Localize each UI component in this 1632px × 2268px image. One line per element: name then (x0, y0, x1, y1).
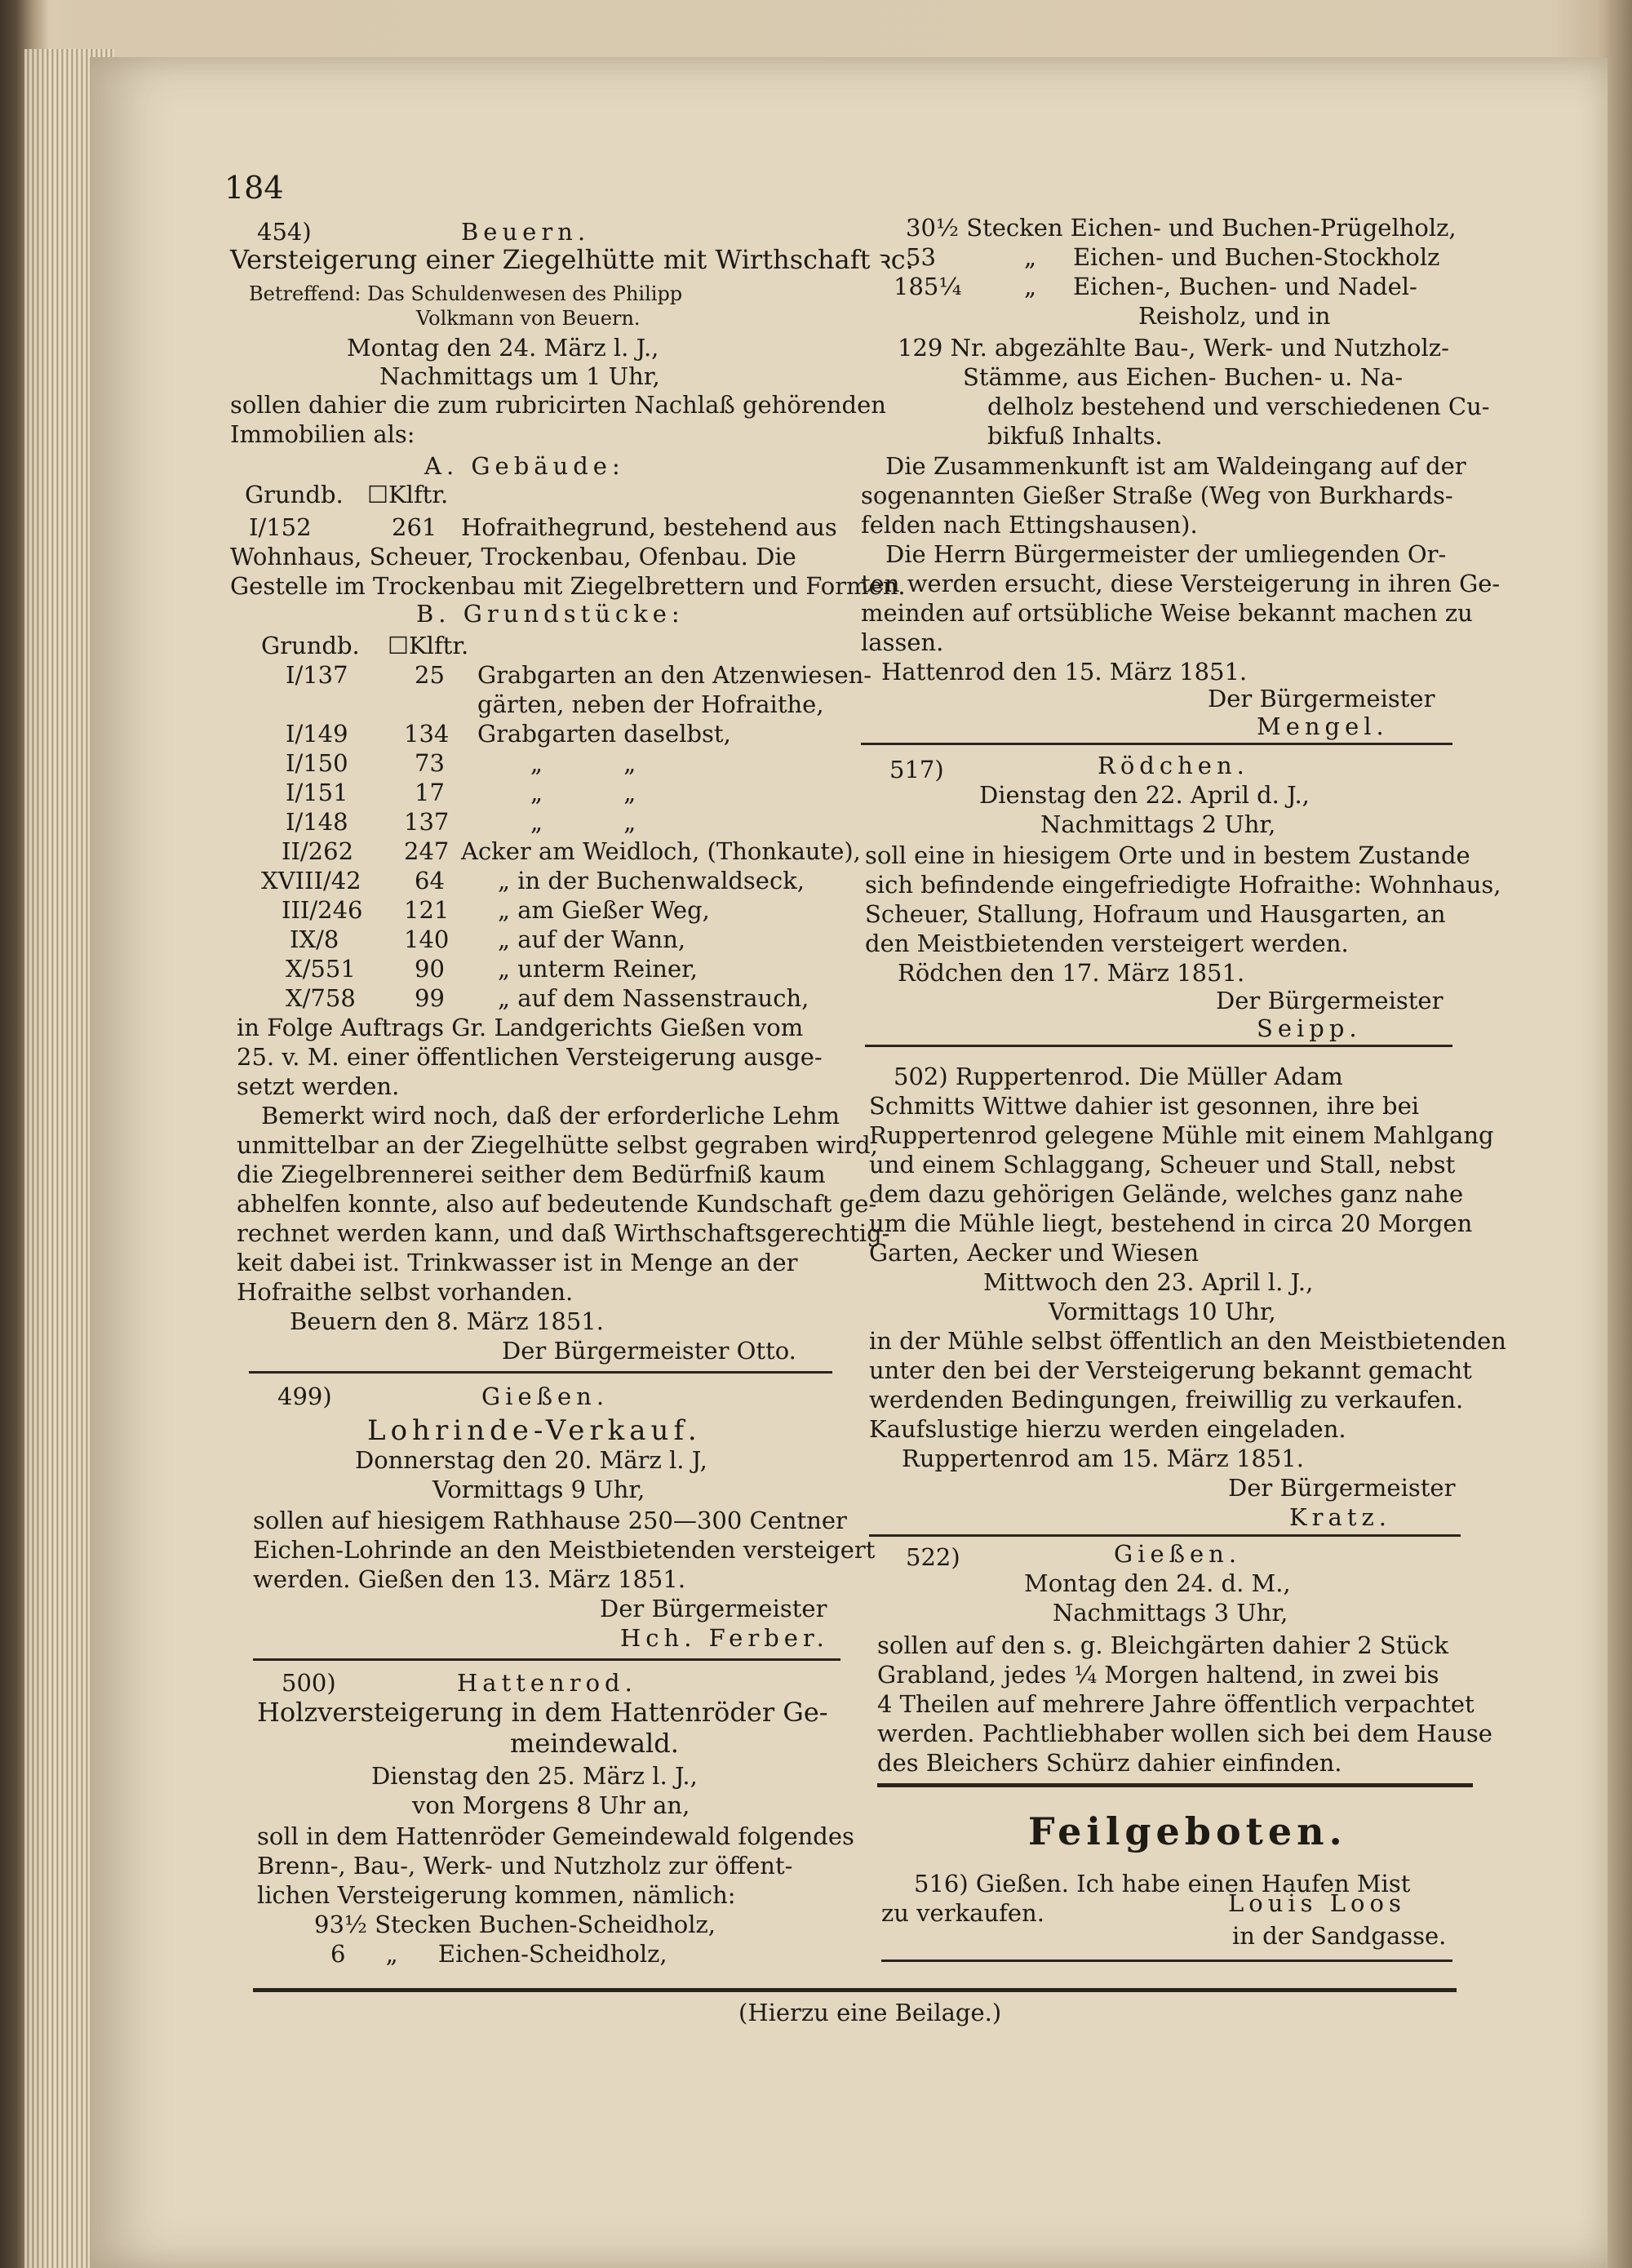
body-line: setzt werden. (237, 1072, 400, 1100)
signature-name: Hch. Ferber. (620, 1624, 829, 1652)
column-header: Grundb. (261, 632, 360, 659)
signature-title: Der Bürgermeister (1208, 685, 1435, 712)
body-line: rechnet werden kann, und daß Wirthschaftsgerechtig- (237, 1219, 890, 1247)
ditto-mark: „ (1024, 273, 1037, 300)
ad-place: Beuern. (461, 218, 591, 246)
body-line: Brenn-, Bau-, Werk- und Nutzholz zur öffent- (257, 1852, 793, 1880)
page-number: 184 (224, 170, 284, 206)
signature-address: in der Sandgasse. (1232, 1922, 1447, 1950)
body-line: Gestelle im Trockenbau mit Ziegelbrettern und Formen. (230, 572, 906, 600)
dateline: Beuern den 8. März 1851. (290, 1307, 604, 1335)
ad-intro: Immobilien als: (230, 420, 415, 448)
wood-item: Stämme, aus Eichen- Buchen- u. Na- (963, 363, 1404, 391)
dateline: Rödchen den 17. März 1851. (898, 959, 1245, 987)
parcel-size: 134 (404, 720, 450, 748)
body-line: 4 Theilen auf mehrere Jahre öffentlich verpachtet (877, 1690, 1475, 1718)
body-line: Scheuer, Stallung, Hofraum und Hausgarten, an (865, 900, 1446, 928)
page-bottom-rule (253, 1988, 1457, 1992)
wood-item: 93½ Stecken Buchen-Scheidholz, (314, 1911, 716, 1938)
wood-item: Eichen-, Buchen- und Nadel- (1073, 273, 1417, 300)
body-line: werden. Gießen den 13. März 1851. (253, 1565, 686, 1593)
parcel-description: „ „ (530, 808, 636, 836)
parcel-size: 121 (404, 896, 450, 924)
ad-time: Nachmittags um 1 Uhr, (379, 362, 660, 390)
wood-item-quantity: 185¼ (894, 273, 962, 300)
body-line: sich befindende eingefriedigte Hofraithe: Wohnhaus, (865, 871, 1501, 899)
parcel-description: „ auf dem Nassenstrauch, (498, 984, 809, 1012)
signature-name: Mengel. (1257, 712, 1389, 740)
parcel-number: I/151 (286, 779, 348, 806)
parcel-size: 73 (415, 749, 445, 777)
parcel-number: I/148 (286, 808, 348, 836)
parcel-description: „ am Gießer Weg, (498, 896, 710, 924)
parcel-size: 90 (415, 955, 445, 983)
column-header: Grundb. (245, 481, 344, 508)
section-heading: B. Grundstücke: (416, 600, 685, 628)
body-line: dem dazu gehörigen Gelände, welches ganz nahe (869, 1180, 1464, 1208)
body-line: unter den bei der Versteigerung bekannt gemacht (869, 1356, 1472, 1384)
ad-number: 454) (257, 218, 312, 246)
signature: Der Bürgermeister Otto. (502, 1337, 796, 1365)
parcel-description: „ unterm Reiner, (498, 955, 698, 983)
wood-item: bikfuß Inhalts. (987, 422, 1163, 450)
wood-item: Eichen- und Buchen-Stockholz (1073, 243, 1440, 271)
body-line: lichen Versteigerung kommen, nämlich: (257, 1881, 736, 1909)
column-header: ☐Klftr. (367, 481, 449, 508)
ad-time: Vormittags 9 Uhr, (432, 1476, 645, 1503)
parcel-description: Hofraithegrund, bestehend aus (461, 513, 837, 541)
ad-title: Holzversteigerung in dem Hattenröder Ge- (257, 1697, 828, 1728)
parcel-size: 261 (392, 513, 437, 541)
body-line: Eichen-Lohrinde an den Meistbietenden versteigert (253, 1536, 876, 1564)
parcel-size: 99 (415, 984, 445, 1012)
parcel-number: I/149 (286, 720, 348, 748)
parcel-number: III/246 (282, 896, 363, 924)
ad-date: Montag den 24. März l. J., (347, 334, 659, 362)
parcel-size: 17 (415, 779, 445, 806)
parcel-description: „ „ (530, 749, 636, 777)
body-line: meinden auf ortsübliche Weise bekannt machen zu (861, 599, 1473, 627)
parcel-size: 247 (404, 837, 450, 865)
parcel-description: „ auf der Wann, (498, 925, 686, 953)
wood-item: 6 „ Eichen-Scheidholz, (330, 1940, 667, 1968)
body-line: um die Mühle liegt, bestehend in circa 20 Morgen (869, 1209, 1473, 1237)
separator-rule (249, 1371, 832, 1374)
body-line: felden nach Ettingshausen). (861, 511, 1198, 539)
parcel-description: gärten, neben der Hofraithe, (477, 690, 824, 718)
wood-item: Reisholz, und in (1138, 302, 1331, 330)
parcel-description: „ „ (530, 779, 636, 806)
signature-title: Der Bürgermeister (600, 1595, 827, 1622)
wood-item-quantity: 53 (906, 243, 936, 271)
parcel-number: X/758 (286, 984, 356, 1012)
ad-place: Hattenrod. (457, 1669, 637, 1697)
body-line: abhelfen konnte, also auf bedeutende Kundschaft ge- (237, 1190, 877, 1218)
body-line: werden. Pachtliebhaber wollen sich bei dem Hause (877, 1720, 1492, 1747)
body-line: den Meistbietenden versteigert werden. (865, 930, 1349, 957)
ad-number: 499) (277, 1383, 332, 1410)
parcel-number: II/262 (282, 837, 354, 865)
parcel-size: 140 (404, 925, 450, 953)
body-line: Wohnhaus, Scheuer, Trockenbau, Ofenbau. Die (230, 543, 796, 570)
parcel-description: Grabgarten an den Atzenwiesen- (477, 661, 872, 689)
body-line: und einem Schlaggang, Scheuer und Stall, nebst (869, 1151, 1456, 1178)
ad-number: 500) (282, 1669, 336, 1697)
signature-title: Der Bürgermeister (1216, 987, 1444, 1014)
ad-number: 522) (906, 1543, 960, 1571)
ad-title: Lohrinde-Verkauf. (367, 1414, 702, 1447)
parcel-number: X/551 (286, 955, 356, 983)
signature-name: Kratz. (1289, 1503, 1391, 1531)
section-heading: A. Gebäude: (424, 452, 625, 480)
parcel-size: 137 (404, 808, 450, 836)
separator-rule (865, 1045, 1452, 1047)
wood-item: 30½ Stecken Eichen- und Buchen-Prügelholz, (906, 214, 1457, 242)
body-line: 516) Gießen. Ich habe einen Haufen Mist (914, 1870, 1411, 1897)
ad-place: Gießen. (1114, 1540, 1242, 1568)
parcel-size: 25 (415, 661, 445, 689)
parcel-number: I/152 (249, 513, 312, 541)
ad-time: Vormittags 10 Uhr, (1049, 1298, 1276, 1325)
ad-number: 517) (889, 756, 944, 783)
body-line: ten werden ersucht, diese Versteigerung in ihren Ge- (861, 570, 1501, 597)
column-header: ☐Klftr. (388, 632, 469, 659)
body-line: Garten, Aecker und Wiesen (869, 1239, 1200, 1267)
body-line: soll eine in hiesigem Orte und in bestem Zustande (865, 841, 1470, 869)
ad-title: Versteigerung einer Ziegelhütte mit Wirthschaft ꝛc. (230, 244, 914, 275)
dateline: Hattenrod den 15. März 1851. (881, 658, 1248, 686)
ad-date: Dienstag den 25. März l. J., (371, 1762, 698, 1790)
body-line: Kaufslustige hierzu werden eingeladen. (869, 1415, 1346, 1443)
body-line: in der Mühle selbst öffentlich an den Meistbietenden (869, 1327, 1506, 1355)
separator-rule (881, 1960, 1452, 1962)
parcel-number: XVIII/42 (261, 867, 361, 894)
body-line: Grabland, jedes ¼ Morgen haltend, in zwei bis (877, 1661, 1439, 1689)
parcel-number: I/150 (286, 749, 348, 777)
ad-time: von Morgens 8 Uhr an, (412, 1791, 690, 1819)
body-line: unmittelbar an der Ziegelhütte selbst gegraben wird, (237, 1131, 878, 1159)
parcel-size: 64 (415, 867, 445, 894)
wood-item: delholz bestehend und verschiedenen Cu- (987, 393, 1490, 420)
ad-date: Montag den 24. d. M., (1024, 1569, 1291, 1597)
body-line: Schmitts Wittwe dahier ist gesonnen, ihre bei (869, 1092, 1420, 1120)
body-line: Die Zusammenkunft ist am Waldeingang auf der (885, 452, 1466, 480)
body-line: sogenannten Gießer Straße (Weg von Burkhards- (861, 482, 1453, 509)
separator-rule (861, 743, 1452, 745)
ad-title: meindewald. (510, 1728, 679, 1759)
body-line: Ruppertenrod gelegene Mühle mit einem Mahlgang (869, 1121, 1494, 1149)
separator-rule-heavy (877, 1783, 1473, 1787)
body-line: Die Herrn Bürgermeister der umliegenden Or- (885, 540, 1447, 568)
body-line: keit dabei ist. Trinkwasser ist in Menge an der (237, 1249, 798, 1276)
ad-time: Nachmittags 3 Uhr, (1053, 1599, 1288, 1627)
ad-date: Donnerstag den 20. März l. J, (355, 1446, 707, 1474)
ad-date: Mittwoch den 23. April l. J., (983, 1268, 1314, 1296)
body-line: des Bleichers Schürz dahier einfinden. (877, 1749, 1342, 1777)
ad-concerning: Betreffend: Das Schuldenwesen des Philipp (249, 282, 683, 305)
signature-name: Seipp. (1257, 1014, 1362, 1042)
body-line: sollen auf den s. g. Bleichgärten dahier 2 Stück (877, 1631, 1448, 1659)
parcel-description: Grabgarten daselbst, (477, 720, 731, 748)
ad-time: Nachmittags 2 Uhr, (1040, 810, 1276, 838)
body-line: Bemerkt wird noch, daß der erforderliche Lehm (261, 1102, 840, 1130)
parcel-number: I/137 (286, 661, 348, 689)
parcel-description: Acker am Weidloch, (Thonkaute), (461, 837, 861, 865)
body-line: soll in dem Hattenröder Gemeindewald folgendes (257, 1822, 854, 1850)
dateline: Ruppertenrod am 15. März 1851. (902, 1445, 1304, 1472)
ditto-mark: „ (1024, 243, 1037, 271)
ad-intro: sollen dahier die zum rubricirten Nachlaß gehörenden (230, 391, 886, 419)
body-line: Hofraithe selbst vorhanden. (237, 1278, 574, 1306)
ad-date: Dienstag den 22. April d. J., (979, 781, 1310, 809)
body-line: 25. v. M. einer öffentlichen Versteigerung ausge- (237, 1043, 823, 1071)
body-line: zu verkaufen. (881, 1899, 1044, 1927)
body-line: in Folge Auftrags Gr. Landgerichts Gießen vom (237, 1014, 804, 1041)
separator-rule (253, 1658, 840, 1661)
parcel-number: IX/8 (290, 925, 339, 953)
body-line: sollen auf hiesigem Rathhause 250—300 Centner (253, 1507, 847, 1534)
signature-name: Louis Loos (1228, 1889, 1406, 1917)
ad-place: Gießen. (481, 1383, 610, 1410)
footer-note: (Hierzu eine Beilage.) (738, 1999, 1002, 2026)
section-heading: Feilgeboten. (1028, 1809, 1347, 1853)
parcel-description: „ in der Buchenwaldseck, (498, 867, 805, 894)
ad-place: Rödchen. (1098, 752, 1249, 779)
separator-rule (869, 1534, 1461, 1537)
signature-title: Der Bürgermeister (1228, 1474, 1456, 1502)
body-line: 502) Ruppertenrod. Die Müller Adam (894, 1063, 1343, 1090)
ad-concerning-2: Volkmann von Beuern. (416, 307, 641, 330)
body-line: lassen. (861, 628, 944, 656)
body-line: die Ziegelbrennerei seither dem Bedürfniß kaum (237, 1161, 826, 1188)
wood-item: 129 Nr. abgezählte Bau-, Werk- und Nutzholz- (898, 334, 1449, 362)
body-line: werdenden Bedingungen, freiwillig zu verkaufen. (869, 1386, 1464, 1414)
